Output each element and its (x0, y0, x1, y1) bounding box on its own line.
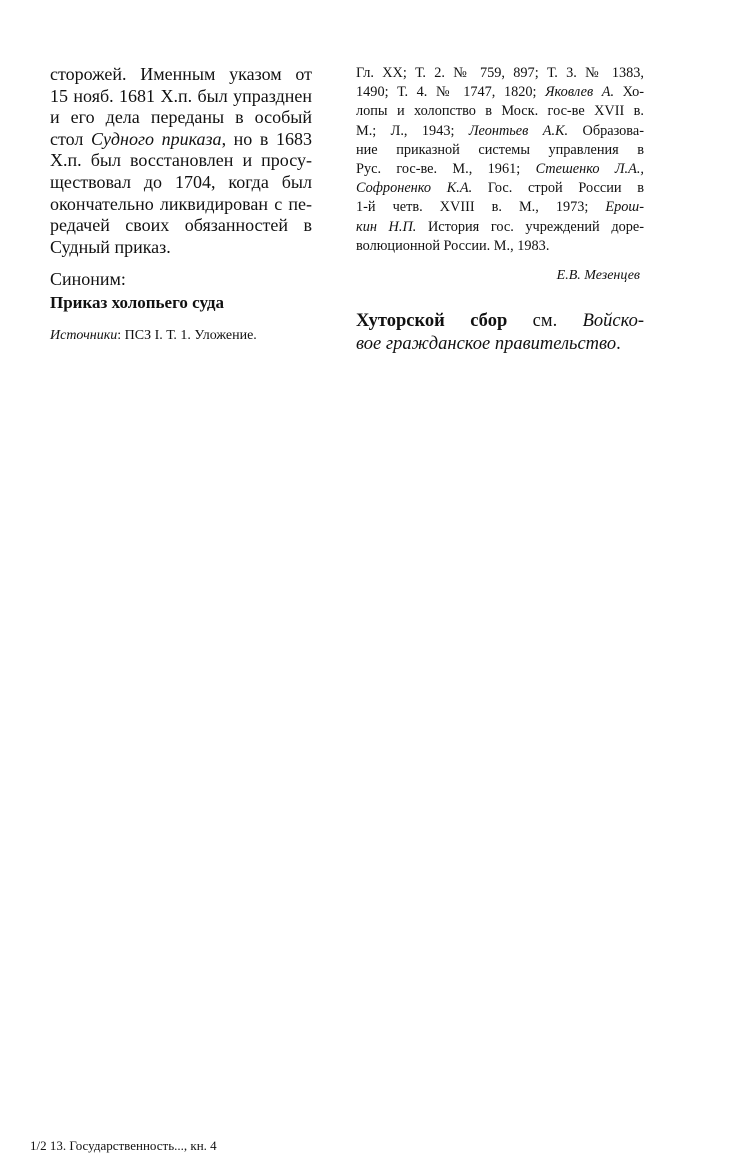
text-segment: сторожей. Именным указом от (50, 64, 312, 84)
text-segment: Рус. гос-ве. М., 1961; (356, 161, 536, 178)
text-line (356, 333, 644, 356)
synonym-label: Синоним: (50, 269, 126, 290)
text-segment: Хо- (614, 84, 644, 101)
text-line (50, 107, 312, 129)
text-segment: 1490; Т. 4. № 1747, 1820; (356, 84, 546, 101)
text-line (50, 150, 312, 172)
sources-label: Источники (50, 328, 118, 344)
text-segment: Хуторской сбор (356, 311, 508, 332)
references-text (356, 64, 644, 256)
article-text (50, 64, 312, 258)
text-segment: см. (507, 311, 583, 332)
text-segment: . (616, 334, 621, 355)
text-segment: 15 нояб. 1681 Х.п. был упразднен (50, 85, 312, 106)
left-column (50, 64, 312, 345)
synonym-term: Приказ холопьего суда (50, 293, 224, 313)
text-line (356, 179, 644, 198)
text-segment: Яковлев А. (545, 84, 615, 101)
text-segment: ществовал до 1704, когда был (50, 171, 312, 192)
text-line (50, 86, 312, 108)
text-segment: , но в 1683 (221, 128, 312, 149)
text-segment: Гл. XX; Т. 2. № 759, 897; Т. 3. № 1383, (356, 65, 644, 81)
text-line (50, 215, 312, 237)
text-line (356, 237, 644, 256)
text-segment: Судный приказ. (50, 236, 171, 257)
text-line (50, 237, 312, 259)
text-segment: и его дела переданы в особый (50, 107, 312, 128)
text-segment: волюционной России. М., 1983. (356, 237, 550, 254)
page-footer: 1/2 13. Государственность..., кн. 4 (30, 1138, 217, 1153)
text-segment: Гос. строй России в (472, 180, 644, 197)
text-segment: Софроненко К.А. (356, 180, 473, 197)
text-segment: редачей своих обязанностей в (50, 215, 312, 236)
text-segment: 1-й четв. XVIII в. М., 1973; (356, 199, 606, 216)
cross-reference-entry (356, 310, 644, 356)
sources-text: : ПСЗ I. Т. 1. Уложение. (117, 328, 257, 344)
text-line (356, 83, 644, 102)
text-segment: Стешенко Л.А., (535, 161, 644, 178)
text-segment: М.; Л., 1943; (356, 122, 469, 139)
text-line (356, 198, 644, 217)
text-line (356, 122, 644, 141)
text-segment: лопы и холопство в Моск. гос-ве XVII в. (356, 103, 644, 120)
text-line (50, 172, 312, 194)
text-segment: Образова- (568, 122, 644, 139)
text-segment: Х.п. был восстановлен и просу- (50, 150, 312, 171)
text-segment: Войско- (582, 311, 644, 332)
text-segment: окончательно ликвидирован с пе- (50, 193, 312, 214)
text-line (356, 102, 644, 121)
text-segment: История гос. учреждений доре- (416, 218, 644, 235)
text-line (50, 129, 312, 151)
text-segment: стол (50, 128, 91, 149)
text-segment: Судного приказа (90, 128, 222, 149)
text-line (356, 310, 644, 333)
text-line (50, 64, 312, 86)
sources-line (50, 326, 312, 345)
text-line (356, 218, 644, 237)
text-segment: ние приказной системы управления в (356, 141, 644, 158)
text-segment: вое гражданское правительство (356, 334, 617, 355)
text-line (356, 141, 644, 160)
right-column (356, 64, 644, 356)
text-line (356, 160, 644, 179)
text-line (50, 194, 312, 216)
text-segment: Леонтьев А.К. (468, 122, 569, 139)
author-signature: Е.В. Мезенцев (556, 268, 640, 284)
text-segment: Ерош- (605, 199, 644, 216)
text-segment: кин Н.П. (356, 218, 417, 235)
text-line (356, 64, 644, 83)
